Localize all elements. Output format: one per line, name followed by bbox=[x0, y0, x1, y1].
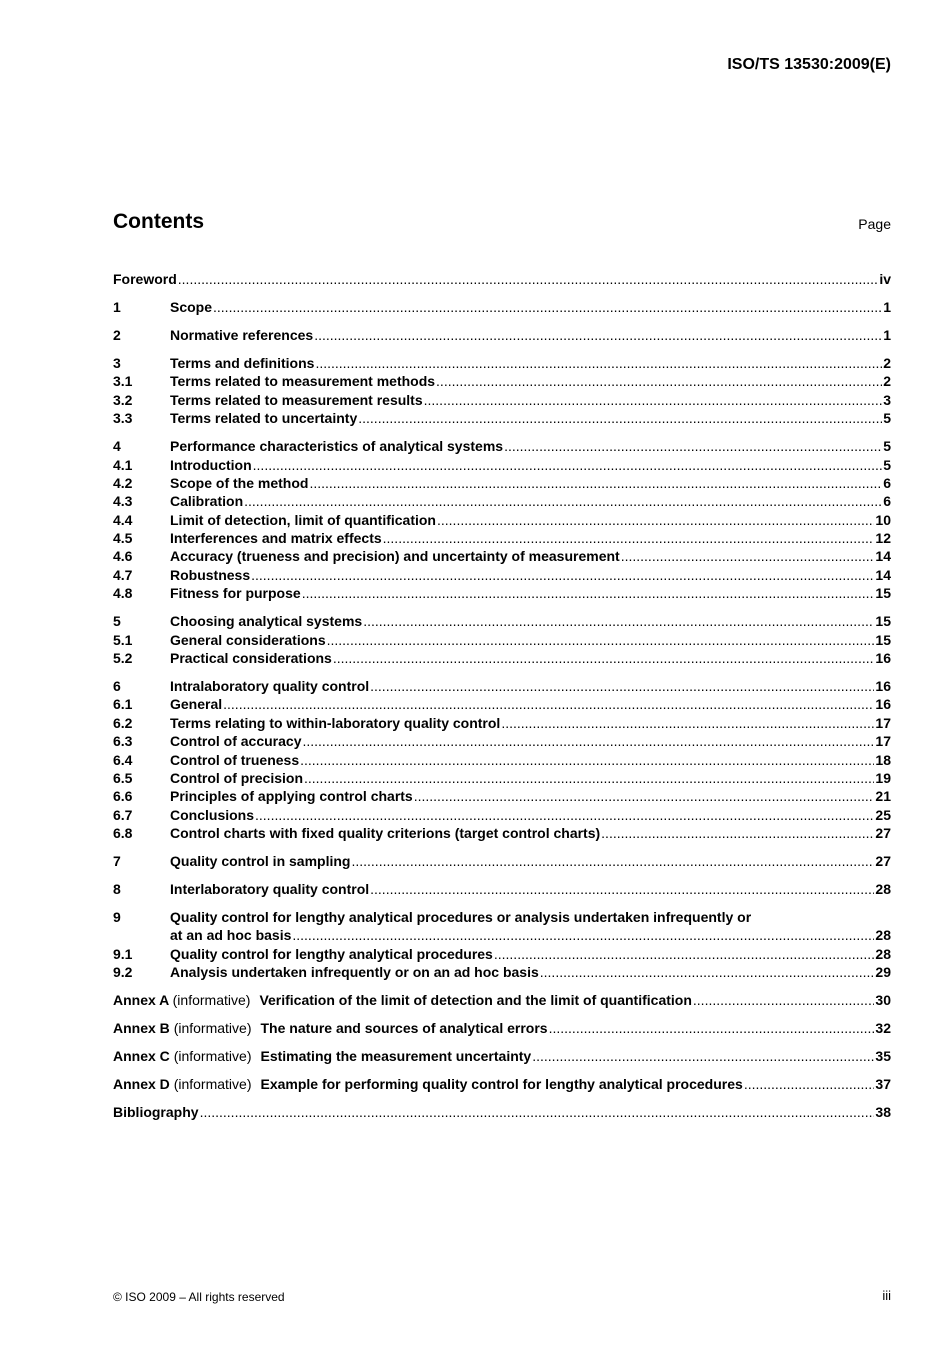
toc-entry[interactable] bbox=[113, 584, 891, 602]
dot-leader bbox=[327, 631, 875, 649]
toc-entry-title: Terms related to uncertainty bbox=[170, 410, 358, 427]
dot-leader bbox=[494, 945, 875, 963]
toc-entry-title: General bbox=[170, 696, 223, 713]
toc-entry[interactable] bbox=[113, 298, 891, 316]
toc-entry[interactable] bbox=[113, 824, 891, 842]
dot-leader bbox=[178, 270, 879, 288]
toc-entry-title: Principles of applying control charts bbox=[170, 788, 413, 805]
toc-entry-number: 6.1 bbox=[113, 696, 133, 713]
toc-entry-title: Control of accuracy bbox=[170, 733, 302, 750]
dot-leader bbox=[200, 1103, 875, 1121]
toc-entry-number: 4.5 bbox=[113, 530, 133, 547]
toc-entry-title: Quality control in sampling bbox=[170, 853, 351, 870]
toc-entry-number: 9.2 bbox=[113, 964, 133, 981]
toc-entry-number: 6.6 bbox=[113, 788, 133, 805]
toc-entry[interactable] bbox=[113, 880, 891, 898]
toc-entry-annex[interactable] bbox=[113, 1019, 891, 1037]
toc-entry[interactable] bbox=[113, 787, 891, 805]
toc-entry-number: 6.7 bbox=[113, 806, 133, 823]
toc-entry-title: Fitness for purpose bbox=[170, 585, 301, 602]
toc-entry-title: Choosing analytical systems bbox=[170, 613, 363, 630]
toc-entry-page: 10 bbox=[875, 511, 891, 528]
toc-entry-page: 28 bbox=[875, 881, 891, 898]
contents-heading: Contents bbox=[113, 210, 204, 233]
toc-entry-number: 5.2 bbox=[113, 650, 133, 666]
toc-entry-title: Control of trueness bbox=[170, 751, 300, 768]
toc-entry[interactable] bbox=[113, 372, 891, 390]
toc-entry-page: 32 bbox=[875, 1020, 891, 1037]
toc-entry-bibliography[interactable] bbox=[113, 1103, 891, 1121]
toc-entry-number: 2 bbox=[113, 326, 121, 343]
toc-entry-number: 9.1 bbox=[113, 945, 133, 962]
annex-label: Annex C bbox=[113, 1048, 170, 1065]
toc-entry-9[interactable] bbox=[113, 908, 891, 926]
toc-entry-page: 17 bbox=[875, 733, 891, 750]
toc-entry-page: 12 bbox=[875, 530, 891, 547]
annex-prefix bbox=[113, 1047, 251, 1065]
toc-entry-title: Estimating the measurement uncertainty bbox=[260, 1048, 532, 1065]
toc-entry-page: 38 bbox=[875, 1104, 891, 1121]
toc-entry-title: Introduction bbox=[170, 456, 252, 473]
toc-entry-title: Terms and definitions bbox=[170, 354, 315, 371]
toc-entry-title: Conclusions bbox=[170, 806, 255, 823]
dot-leader bbox=[363, 612, 874, 630]
toc-entry-title: Bibliography bbox=[113, 1104, 199, 1121]
toc-entry-title: Intralaboratory quality control bbox=[170, 677, 370, 694]
toc-entry-page: 15 bbox=[875, 631, 891, 648]
toc-entry-number: 6.2 bbox=[113, 714, 133, 731]
toc-entry-number: 6.4 bbox=[113, 751, 133, 768]
toc-entry[interactable] bbox=[113, 547, 891, 565]
toc-entry-title: Foreword bbox=[113, 271, 177, 287]
toc-entry[interactable] bbox=[113, 677, 891, 695]
toc-entry[interactable] bbox=[113, 852, 891, 870]
toc-entry-page: 15 bbox=[875, 613, 891, 630]
toc-entry-title: Scope bbox=[170, 298, 213, 315]
toc-entry-page: 27 bbox=[875, 853, 891, 870]
annex-prefix bbox=[113, 1075, 251, 1093]
toc-entry[interactable] bbox=[113, 769, 891, 787]
toc-entry-number: 3 bbox=[113, 354, 121, 371]
toc-entry-page: 37 bbox=[875, 1076, 891, 1093]
toc-entry-number: 4.7 bbox=[113, 566, 133, 583]
toc-entry-page: 16 bbox=[875, 650, 891, 666]
toc-entry-number: 4.8 bbox=[113, 585, 133, 602]
dot-leader bbox=[302, 732, 874, 750]
dot-leader bbox=[333, 649, 875, 667]
toc-entry[interactable] bbox=[113, 695, 891, 713]
toc-entry-page: 14 bbox=[875, 548, 891, 565]
dot-leader bbox=[540, 963, 875, 981]
toc-entry[interactable] bbox=[113, 714, 891, 732]
annex-label: Annex A bbox=[113, 992, 169, 1009]
dot-leader bbox=[532, 1047, 874, 1065]
annex-label: Annex B bbox=[113, 1020, 170, 1037]
toc-entry-number: 7 bbox=[113, 853, 121, 870]
toc-entry-title: Calibration bbox=[170, 493, 244, 510]
toc-entry-annex[interactable] bbox=[113, 991, 891, 1009]
toc-entry-page: 14 bbox=[875, 566, 891, 583]
toc-entry-title: Control charts with fixed quality criterions (target control charts) bbox=[170, 825, 601, 842]
toc-entry-number: 4.4 bbox=[113, 511, 133, 528]
toc-entry-foreword[interactable] bbox=[113, 270, 891, 288]
annex-prefix bbox=[113, 991, 250, 1009]
toc-entry[interactable] bbox=[113, 326, 891, 344]
annex-type: (informative) bbox=[173, 1020, 252, 1037]
toc-entry[interactable] bbox=[113, 751, 891, 769]
toc-entry-page: 21 bbox=[875, 788, 891, 805]
toc-entry-number: 5.1 bbox=[113, 631, 133, 648]
toc-entry-page: 3 bbox=[883, 391, 891, 408]
dot-leader bbox=[244, 492, 882, 510]
toc-entry-title: Practical considerations bbox=[170, 650, 332, 666]
dot-leader bbox=[370, 677, 874, 695]
annex-label: Annex D bbox=[113, 1076, 170, 1093]
toc-entry-number: 6.5 bbox=[113, 769, 133, 786]
toc-entry-number: 8 bbox=[113, 881, 121, 898]
toc-entry-number: 1 bbox=[113, 298, 121, 315]
dot-leader bbox=[351, 852, 874, 870]
toc-entry[interactable] bbox=[113, 474, 891, 492]
dot-leader bbox=[358, 409, 882, 427]
toc-entry[interactable] bbox=[113, 612, 891, 630]
toc-entry-title: General considerations bbox=[170, 631, 326, 648]
toc-entry-number: 4.6 bbox=[113, 548, 133, 565]
toc-entry-title: Scope of the method bbox=[170, 474, 309, 491]
dot-leader bbox=[504, 437, 882, 455]
toc-entry-title: Quality control for lengthy analytical procedures bbox=[170, 945, 493, 962]
toc-entry-title: Verification of the limit of detection and the limit of quantification bbox=[259, 992, 692, 1009]
dot-leader bbox=[223, 695, 874, 713]
toc-entry[interactable] bbox=[113, 963, 891, 981]
toc-entry-page: 35 bbox=[875, 1048, 891, 1065]
toc-entry-title: Performance characteristics of analytical systems bbox=[170, 438, 504, 455]
toc-entry-title: Interlaboratory quality control bbox=[170, 881, 370, 898]
dot-leader bbox=[693, 991, 875, 1009]
document-id: ISO/TS 13530:2009(E) bbox=[727, 56, 891, 73]
toc-entry-title: Terms relating to within-laboratory quality control bbox=[170, 714, 501, 731]
dot-leader bbox=[255, 806, 874, 824]
toc-entry-title: Limit of detection, limit of quantification bbox=[170, 511, 436, 528]
toc-entry-page: 2 bbox=[883, 373, 891, 390]
toc-entry[interactable] bbox=[113, 409, 891, 427]
toc-entry-title: Robustness bbox=[170, 566, 251, 583]
toc-entry-number: 6 bbox=[113, 677, 121, 694]
toc-entry-number: 6.8 bbox=[113, 825, 133, 842]
toc-entry-number: 9 bbox=[113, 909, 121, 926]
toc-entry-number: 3.2 bbox=[113, 391, 133, 408]
annex-type: (informative) bbox=[173, 1076, 252, 1093]
dot-leader bbox=[370, 880, 874, 898]
toc-entry-page: 25 bbox=[875, 806, 891, 823]
dot-leader bbox=[549, 1019, 875, 1037]
toc-entry[interactable] bbox=[113, 456, 891, 474]
toc-entry[interactable] bbox=[113, 732, 891, 750]
toc-entry-page: 15 bbox=[875, 585, 891, 602]
toc-entry-page: 30 bbox=[875, 992, 891, 1009]
toc-entry-page: 29 bbox=[875, 964, 891, 981]
toc-entry-title: Example for performing quality control for lengthy analytical procedures bbox=[260, 1076, 743, 1093]
page-column-label: Page bbox=[858, 216, 891, 232]
annex-type: (informative) bbox=[173, 1048, 252, 1065]
dot-leader bbox=[424, 391, 883, 409]
toc-entry-number: 3.3 bbox=[113, 410, 133, 427]
toc-entry[interactable] bbox=[113, 492, 891, 510]
toc-entry-page: 5 bbox=[883, 456, 891, 473]
toc-entry-page: 19 bbox=[875, 769, 891, 786]
toc-entry-title: Terms related to measurement results bbox=[170, 391, 423, 408]
toc-entry-page: 28 bbox=[875, 945, 891, 962]
toc-entry-page: 5 bbox=[883, 438, 891, 455]
dot-leader bbox=[621, 547, 875, 565]
dot-leader bbox=[414, 787, 875, 805]
toc-entry-page: iv bbox=[879, 271, 891, 287]
toc-entry-page: 6 bbox=[883, 493, 891, 510]
toc-entry-number: 6.3 bbox=[113, 733, 133, 750]
toc-entry[interactable] bbox=[113, 566, 891, 584]
toc-entry-title-line2: at an ad hoc basis bbox=[170, 927, 292, 944]
toc-entry[interactable] bbox=[113, 391, 891, 409]
toc-entry-page: 16 bbox=[875, 677, 891, 694]
toc-entry-title: Control of precision bbox=[170, 769, 303, 786]
toc-entry-number: 5 bbox=[113, 613, 121, 630]
dot-leader bbox=[304, 769, 874, 787]
toc-entry-number: 4.3 bbox=[113, 493, 133, 510]
page-number: iii bbox=[882, 1288, 891, 1303]
toc-entry-annex[interactable] bbox=[113, 1047, 891, 1065]
dot-leader bbox=[315, 354, 882, 372]
toc-entry[interactable] bbox=[113, 511, 891, 529]
dot-leader bbox=[213, 298, 882, 316]
dot-leader bbox=[383, 529, 875, 547]
toc-entry[interactable] bbox=[113, 354, 891, 372]
dot-leader bbox=[251, 566, 874, 584]
dot-leader bbox=[601, 824, 874, 842]
toc-entry-number: 4 bbox=[113, 438, 121, 455]
toc-entry-title: Analysis undertaken infrequently or on an ad hoc basis bbox=[170, 964, 539, 981]
toc-entry-page: 17 bbox=[875, 714, 891, 731]
copyright-notice: © ISO 2009 – All rights reserved bbox=[113, 1290, 285, 1304]
dot-leader bbox=[309, 474, 882, 492]
dot-leader bbox=[253, 456, 883, 474]
toc-entry[interactable] bbox=[113, 806, 891, 824]
toc-entry-9-continuation[interactable] bbox=[113, 926, 891, 944]
dot-leader bbox=[436, 372, 882, 390]
dot-leader bbox=[744, 1075, 875, 1093]
toc-entry-title: Normative references bbox=[170, 326, 314, 343]
toc-entry-title: The nature and sources of analytical errors bbox=[260, 1020, 548, 1037]
toc-entry[interactable] bbox=[113, 649, 891, 667]
toc-entry-title: Accuracy (trueness and precision) and uncertainty of measurement bbox=[170, 548, 620, 565]
table-of-contents bbox=[113, 270, 891, 1122]
toc-entry-page: 16 bbox=[875, 696, 891, 713]
toc-entry-page: 28 bbox=[875, 927, 891, 944]
toc-entry-title-line1: Quality control for lengthy analytical procedures or analysis undertaken infrequently or bbox=[170, 909, 752, 926]
toc-entry[interactable] bbox=[113, 945, 891, 963]
toc-entry-page: 6 bbox=[883, 474, 891, 491]
dot-leader bbox=[437, 511, 874, 529]
toc-entry-annex[interactable] bbox=[113, 1075, 891, 1093]
dot-leader bbox=[501, 714, 874, 732]
toc-entry-title: Interferences and matrix effects bbox=[170, 530, 382, 547]
toc-entry-page: 18 bbox=[875, 751, 891, 768]
toc-entry-page: 27 bbox=[875, 825, 891, 842]
toc-entry-page: 1 bbox=[883, 326, 891, 343]
annex-type: (informative) bbox=[172, 992, 251, 1009]
toc-entry[interactable] bbox=[113, 437, 891, 455]
toc-entry[interactable] bbox=[113, 631, 891, 649]
toc-entry-title: Terms related to measurement methods bbox=[170, 373, 436, 390]
dot-leader bbox=[314, 326, 882, 344]
dot-leader bbox=[292, 926, 874, 944]
toc-entry[interactable] bbox=[113, 529, 891, 547]
dot-leader bbox=[300, 751, 874, 769]
dot-leader bbox=[302, 584, 875, 602]
toc-entry-page: 2 bbox=[883, 354, 891, 371]
toc-entry-page: 1 bbox=[883, 298, 891, 315]
toc-entry-number: 4.2 bbox=[113, 474, 133, 491]
annex-prefix bbox=[113, 1019, 251, 1037]
toc-entry-number: 3.1 bbox=[113, 373, 133, 390]
toc-entry-number: 4.1 bbox=[113, 456, 133, 473]
toc-entry-page: 5 bbox=[883, 410, 891, 427]
